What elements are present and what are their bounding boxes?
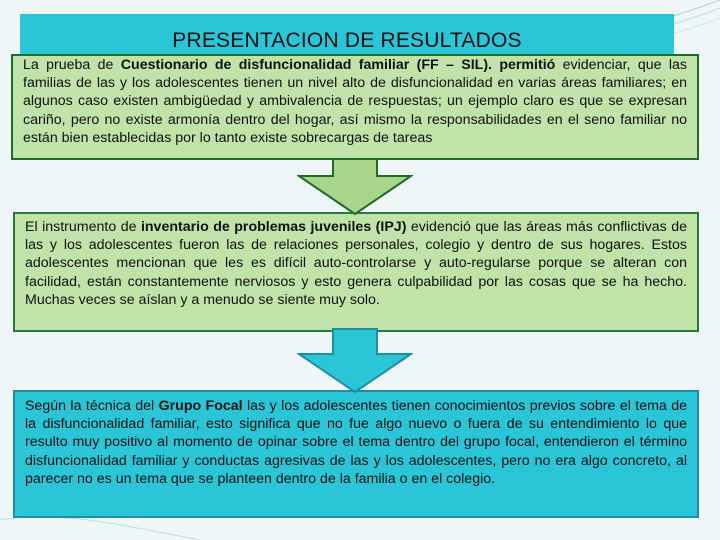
- result-box-cuestionario: [11, 54, 699, 160]
- result-box-grupo-focal: [13, 390, 699, 518]
- page-title: PRESENTACION DE RESULTADOS: [172, 29, 522, 52]
- down-arrow-icon: [297, 328, 413, 394]
- result-box-ipj: [13, 212, 699, 332]
- instrument-name: inventario de problemas juveniles (IPJ): [140, 219, 407, 235]
- instrument-name: Cuestionario de disfuncionalidad familiar (FF – SIL). permitió: [120, 57, 556, 73]
- result-text: Según la técnica del Grupo Focal las y los adolescentes tienen conocimientos previos sobre el tema de la disfuncionalidad familiar, esto significa que no fue algo nuevo o fuera de su entendimiento lo que resulto muy positivo al momento de opinar sobre el tema dentro del grupo focal, entendieron el término disfuncionalidad familiar y conductas agresivas de las y los adolescentes, pero no era algo concreto, al parecer no es un tema que se planteen dentro de la familia o en el colegio.: [25, 398, 688, 487]
- result-text: El instrumento de inventario de problemas juveniles (IPJ) evidenció que las áreas más conflictivas de las y los adolescentes fueron las de relaciones personales, colegio y dentro de sus hogares. Estos adolescentes mencionan que les es difícil auto-controlarse y auto-regularse porque se alteran con facilidad, están constantemente nerviosos y esto genera culpabilidad por las cosas que se ha hecho. Muchas veces se aíslan y a menudo se siente muy solo.: [25, 219, 687, 308]
- instrument-name: Grupo Focal: [158, 398, 243, 414]
- result-text: La prueba de Cuestionario de disfuncionalidad familiar (FF – SIL). permitió evidenciar, que las familias de las y los adolescentes tienen un nivel alto de disfuncionalidad en varias áreas familiares; en algunos caso existen ambigüedad y ambivalencia de respuestas; un ejemplo claro es que se expresan cariño, pero no existe armonía dentro del hogar, así mismo la responsabilidades en el seno familiar no están bien establecidas por lo tanto existe sobrecargas de tareas: [23, 57, 687, 146]
